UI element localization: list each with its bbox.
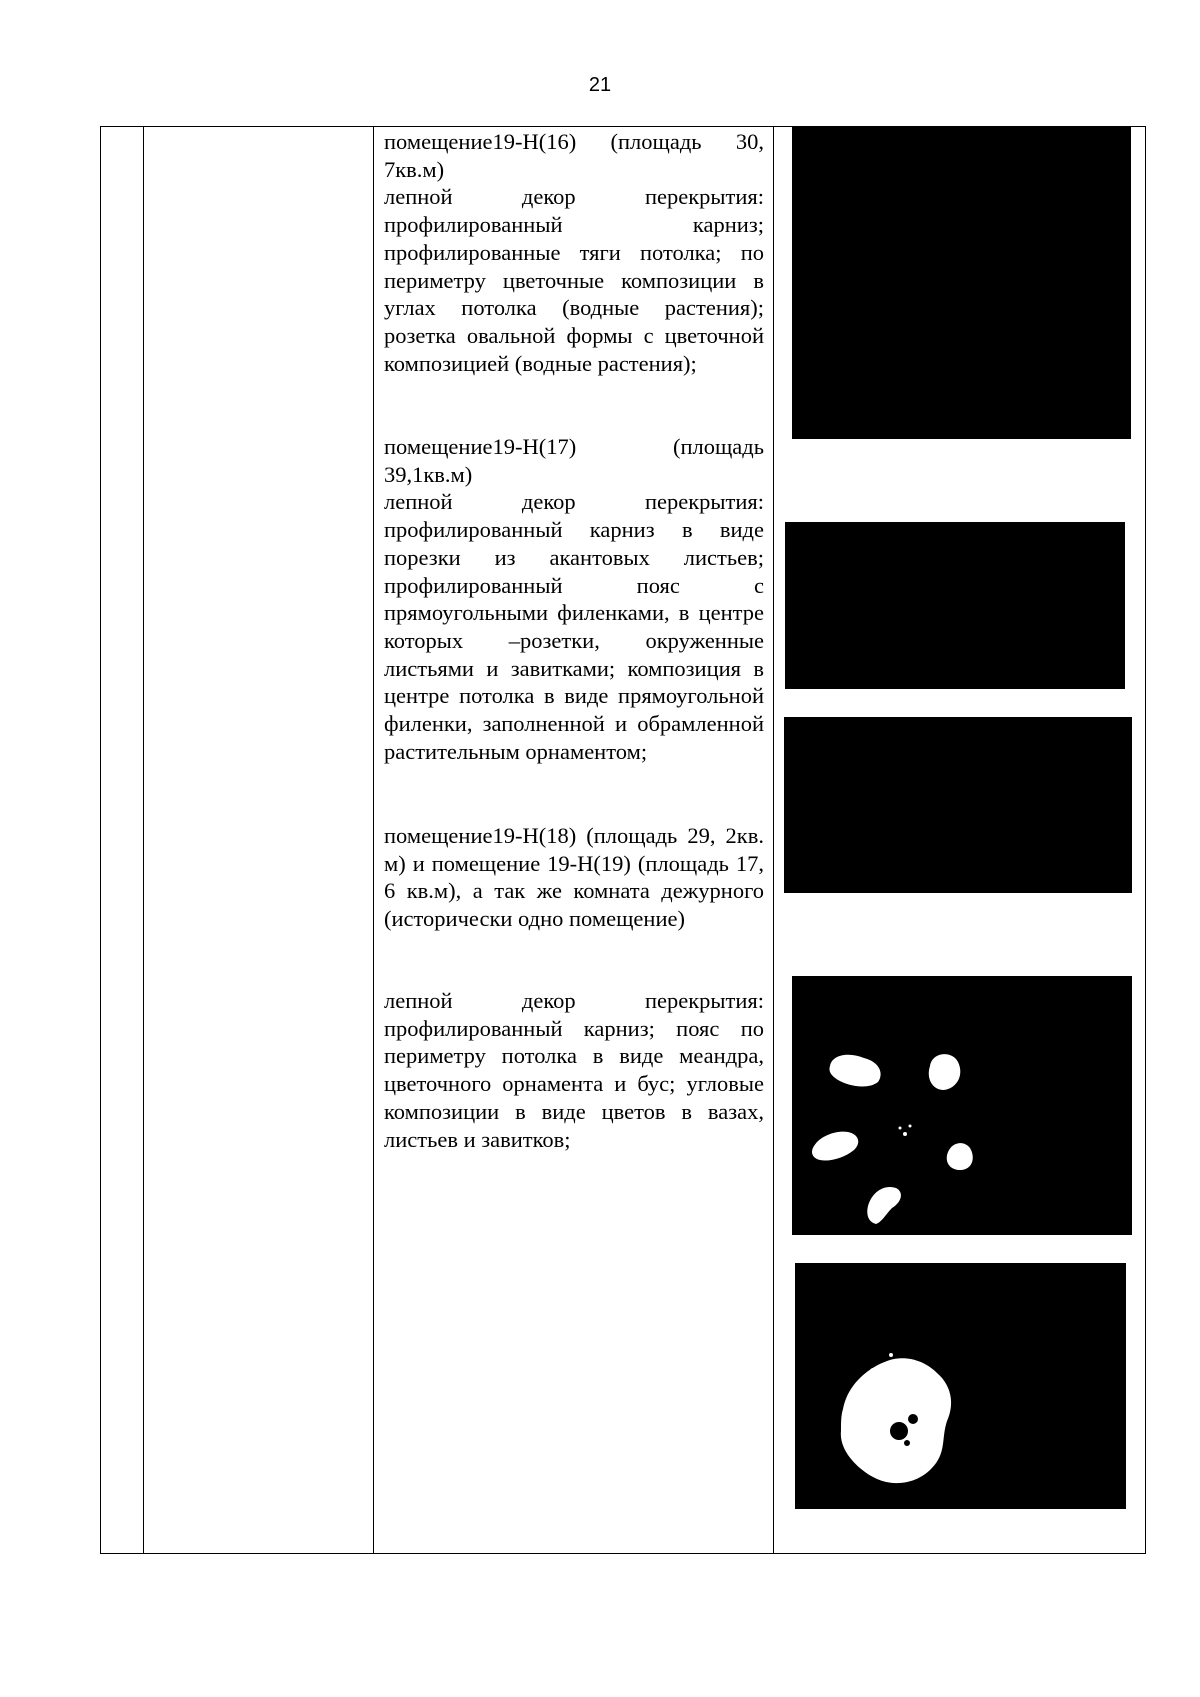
rosette-highlight: [795, 1263, 1126, 1509]
room-heading: помещение19-Н(17) (площадь 39,1кв.м): [384, 434, 764, 487]
decor-description: лепной декор перекрытия: профилированный карниз; профилированные тяги потолка; по периметру цветочные композиции в углах потолка (водные растения); розетка овальной формы с цветочной композицией (водные растения);: [384, 184, 764, 376]
description-block-room-18-19: [384, 822, 764, 933]
description-block-room-16: [384, 128, 764, 377]
description-block-room-17: [384, 433, 764, 765]
column-divider-1: [143, 126, 144, 1554]
page-number: 21: [588, 74, 612, 96]
ornament-highlights: [792, 976, 1132, 1235]
ceiling-rosette-photo: [795, 1263, 1126, 1509]
decor-description: лепной декор перекрытия: профилированный карниз; пояс по периметру потолка в виде меандра, цветочного орнамента и бус; угловые композиции в виде цветов в вазах, листьев и завитков;: [384, 988, 764, 1152]
ceiling-photo-room-16: [792, 127, 1131, 439]
description-block-room-18-19-decor: [384, 987, 764, 1153]
decor-description: лепной декор перекрытия: профилированный карниз в виде порезки из акантовых листьев; профилированный пояс с прямоугольными филенками, в центре которых –розетки, окруженные листьями и завитками; композиция в центре потолка в виде прямоугольной филенки, заполненной и обрамленной растительным орнаментом;: [384, 489, 764, 764]
room-heading: помещение19-Н(16) (площадь 30, 7кв.м): [384, 129, 764, 182]
column-divider-3: [773, 126, 774, 1554]
ceiling-photo-room-18-19: [792, 976, 1132, 1235]
ceiling-photo-room-17-b: [784, 717, 1132, 893]
room-heading: помещение19-Н(18) (площадь 29, 2кв. м) и помещение 19-Н(19) (площадь 17, 6 кв.м), а так же комната дежурного (исторически одно помещение): [384, 823, 764, 932]
column-divider-2: [373, 126, 374, 1554]
ceiling-photo-room-17-a: [785, 522, 1125, 689]
